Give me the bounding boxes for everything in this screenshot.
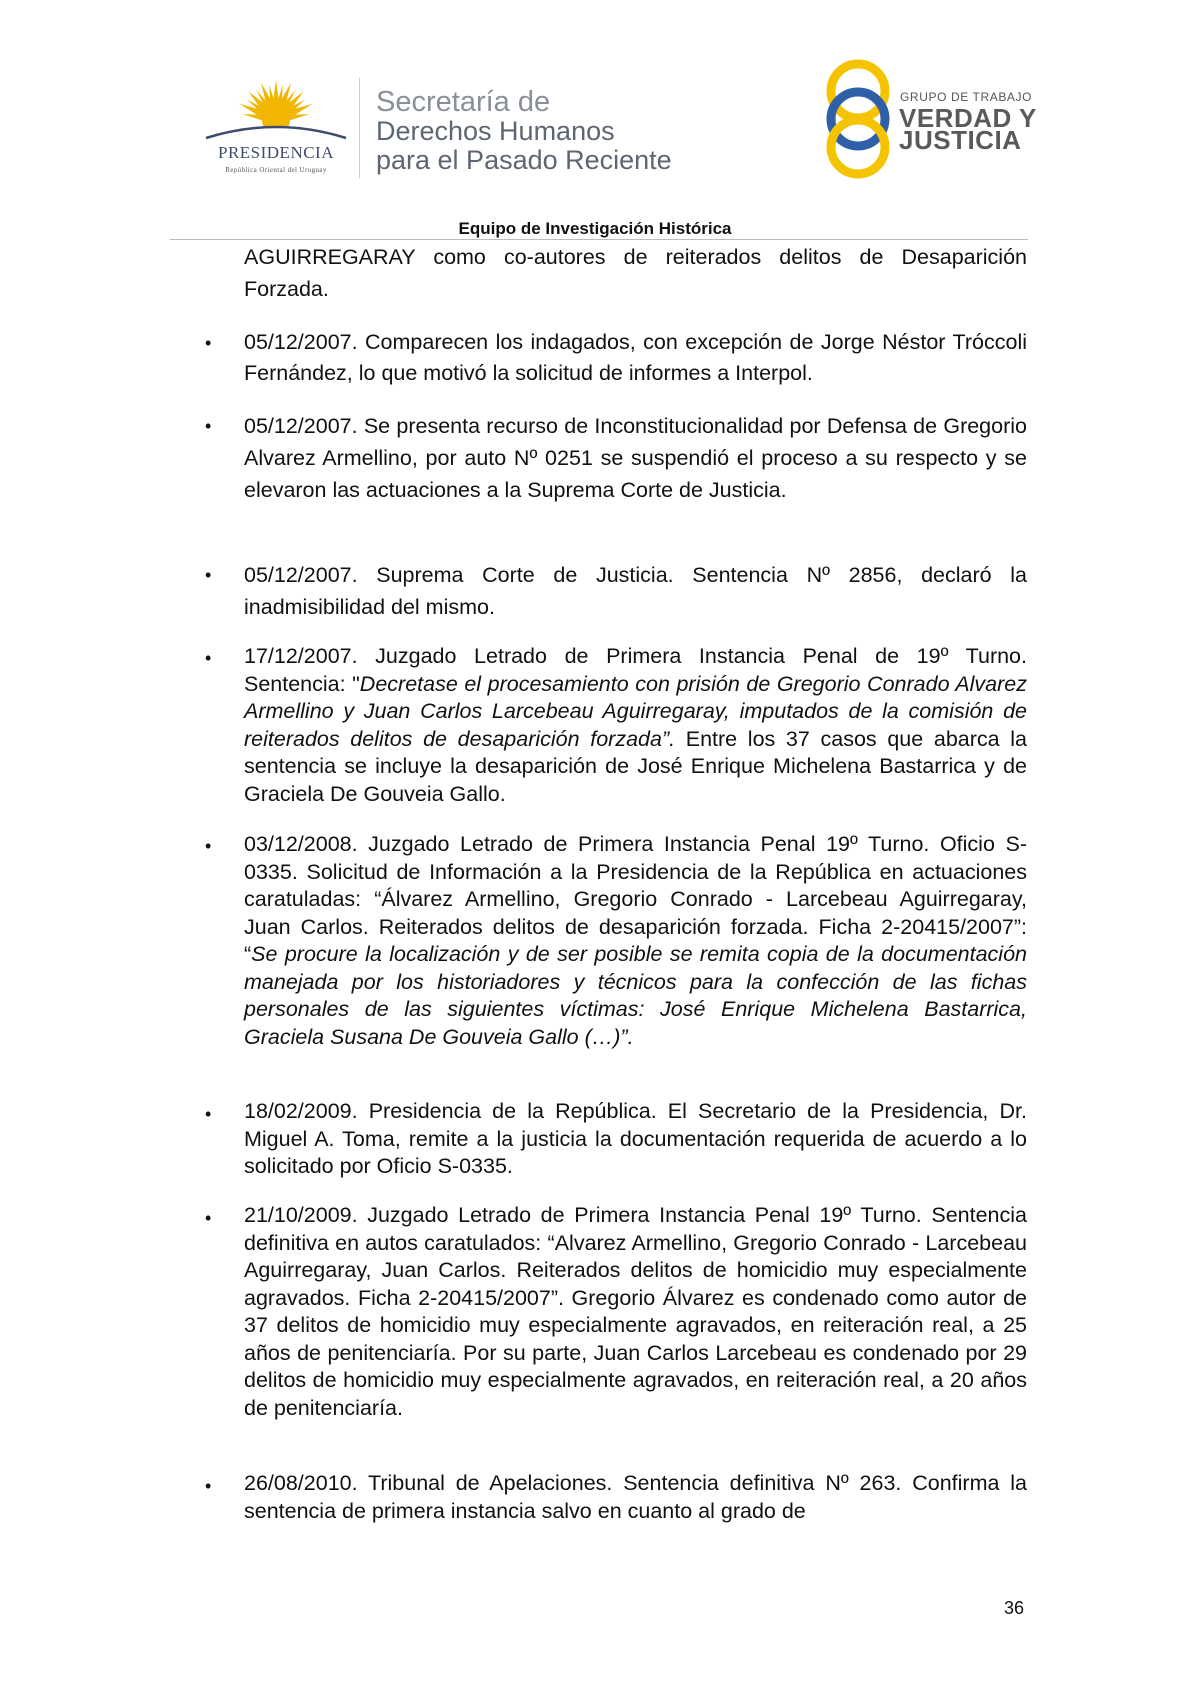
secretaria-wordmark	[376, 88, 672, 175]
secretaria-line-1: Secretaría de	[376, 86, 551, 118]
bullet-5: •	[205, 836, 212, 856]
list-item-3: 05/12/2007. Suprema Corte de Justicia. Sentencia Nº 2856, declaró la inadmisibilidad del mismo.	[244, 563, 1027, 619]
header-rule	[170, 239, 1028, 240]
list-item-4	[244, 643, 1027, 808]
bullet-7: •	[205, 1208, 212, 1228]
bullet-1: •	[205, 333, 212, 353]
verdad-label: VERDAD Y	[899, 103, 1037, 133]
interlocked-rings-icon	[818, 55, 898, 183]
intro-paragraph: AGUIRREGARAY como co-autores de reiterados delitos de Desaparición Forzada.	[244, 245, 1027, 301]
list-item-7: 21/10/2009. Juzgado Letrado de Primera Instancia Penal 19º Turno. Sentencia definitiva en autos caratulados: “Alvarez Armellino, Gregorio Conrado - Larcebeau Aguirregaray, Juan Carlos. Reiterados delitos de homicidio muy especialmente agravados. Ficha 2-20415/2007”. Gregorio Álvarez es condenado como autor de 37 delitos de homicidio muy especialmente agravados, en reiteración real, a 25 años de penitenciaría. Por su parte, Juan Carlos Larcebeau es condenado por 29 delitos de homicidio muy especialmente agravados, en reiteración real, a 20 años de penitenciaría.	[244, 1203, 1027, 1420]
list-item-1: 05/12/2007. Comparecen los indagados, con excepción de Jorge Néstor Tróccoli Fernández, lo que motivó la solicitud de informes a Interpol.	[244, 330, 1027, 385]
list-item-8: 26/08/2010. Tribunal de Apelaciones. Sentencia definitiva Nº 263. Confirma la sentencia de primera instancia salvo en cuanto al grado de	[244, 1471, 1027, 1523]
bullet-8: •	[205, 1476, 212, 1496]
bullet-6: •	[205, 1104, 212, 1124]
secretaria-line-2: Derechos Humanos	[376, 116, 615, 146]
bullet-4: •	[205, 648, 212, 668]
bullet-3: •	[205, 565, 212, 585]
page-header	[0, 0, 1190, 240]
grupo-trabajo-label: GRUPO DE TRABAJO	[900, 90, 1033, 104]
section-title: Equipo de Investigación Histórica	[458, 219, 732, 238]
presidencia-wordmark: PRESIDENCIA	[217, 143, 334, 162]
justicia-label: JUSTICIA	[899, 125, 1022, 155]
list-item-5-text-a: 03/12/2008. Juzgado Letrado de Primera Instancia Penal 19º Turno. Oficio S-0335. Solicitud de Información a la Presidencia de la República en actuaciones caratuladas: “Álvarez Armellino, Gregorio Conrado - Larcebeau Aguirregaray, Juan Carlos. Reiterados delitos de desaparición forzada. Ficha 2-20415/2007”: “	[244, 832, 1027, 966]
logo-divider	[359, 78, 360, 178]
secretaria-line-3: para el Pasado Reciente	[376, 145, 672, 175]
presidencia-logo	[196, 78, 356, 178]
list-item-2: 05/12/2007. Se presenta recurso de Inconstitucionalidad por Defensa de Gregorio Alvarez Armellino, por auto Nº 0251 se suspendió el proceso a su respecto y se elevaron las actuaciones a la Suprema Corte de Justicia.	[244, 414, 1027, 502]
presidencia-subtitle: República Oriental del Uruguay	[225, 166, 327, 174]
page-number: 36	[1004, 1598, 1025, 1618]
list-item-5-quote: Se procure la localización y de ser posible se remita copia de la documentación manejada por los historiadores y técnicos para la confección de las fichas personales de las siguientes víctimas: José Enrique Michelena Bastarrica, Graciela Susana De Gouveia Gallo (…)”.	[244, 942, 1027, 1049]
list-item-5	[244, 831, 1027, 1051]
list-item-6: 18/02/2009. Presidencia de la República. El Secretario de la Presidencia, Dr. Miguel A. Toma, remite a la justicia la documentación requerida de acuerdo a lo solicitado por Oficio S-0335.	[244, 1099, 1027, 1178]
bullet-2: •	[205, 416, 212, 436]
list-item-4-quote: Decretase el procesamiento con prisión de Gregorio Conrado Alvarez Armellino y Juan Carlos Larcebeau Aguirregaray, imputados de la comisión de reiterados delitos de desaparición forzada”.	[244, 671, 1027, 751]
sun-emblem-icon	[196, 78, 356, 148]
list-item-4-text-b: Entre los 37 casos que abarca la sentencia se incluye la desaparición de José Enrique Michelena Bastarrica y de Graciela De Gouveia Gallo.	[244, 726, 1027, 806]
list-item-4-text-a: 17/12/2007. Juzgado Letrado de Primera Instancia Penal de 19º Turno. Sentencia: "	[244, 644, 1027, 696]
